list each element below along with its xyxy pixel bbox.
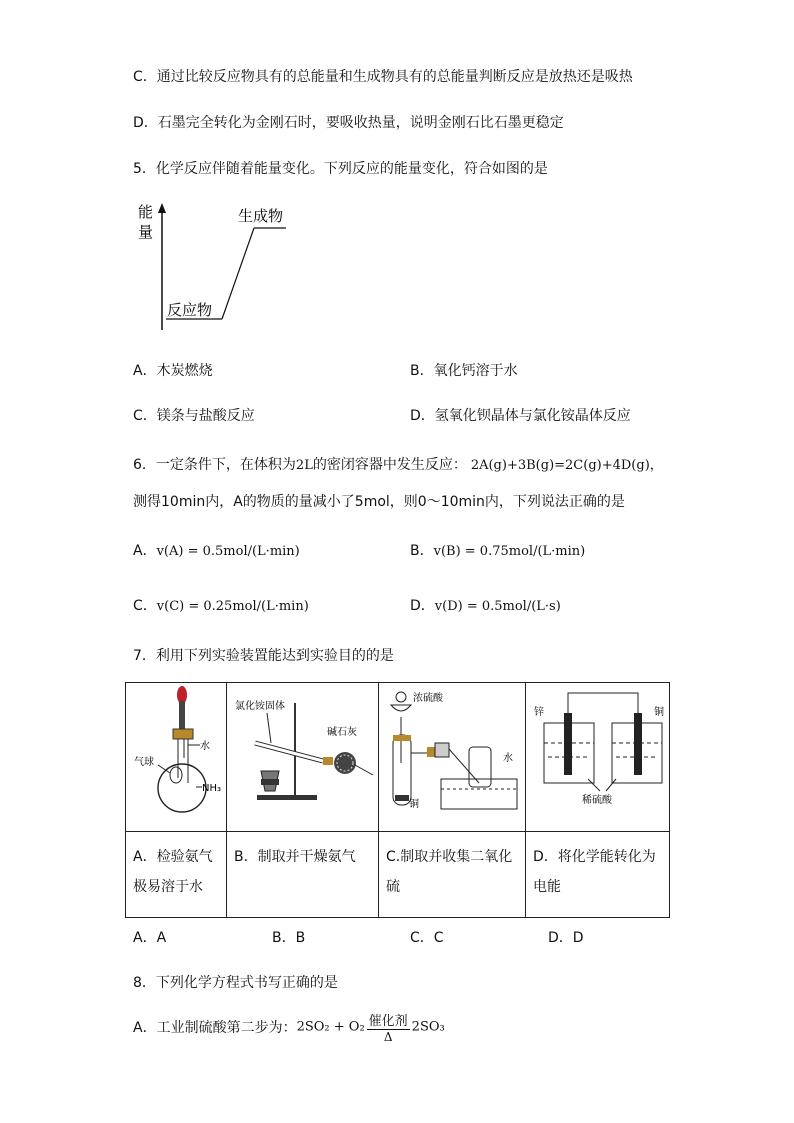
apparatus-d-cell: [526, 683, 670, 832]
equation-rhs: 2SO₃: [411, 1019, 445, 1035]
q5-option-c: C．镁条与盐酸反应: [133, 408, 255, 424]
label-dilute-acid: 稀硫酸: [582, 795, 612, 806]
q5-option-a: A．木炭燃烧: [133, 363, 213, 379]
q5-option-d: D．氢氧化钡晶体与氯化铵晶体反应: [410, 408, 631, 424]
product-label: 生成物: [238, 207, 284, 225]
q6-stem-line2: 测得10min内，A的物质的量减小了5mol，则0～10min内，下列说法正确的是: [133, 494, 625, 510]
apparatus-a-cell: [126, 683, 227, 832]
q5-option-b: B．氧化钙溶于水: [410, 363, 518, 379]
catalyst-label: 催化剂: [367, 1010, 410, 1030]
q7-stem: 7．利用下列实验装置能达到实验目的的是: [133, 648, 394, 664]
label-conc-acid: 浓硫酸: [413, 693, 443, 704]
q7-answer-a: A．A: [133, 930, 167, 946]
q6-option-d: D．v(D) = 0.5mol/(L·s): [410, 598, 561, 614]
y-label-bottom: 量: [138, 223, 154, 241]
q7-answer-c: C．C: [410, 930, 444, 946]
caption-d-cell: [526, 832, 670, 918]
label-nh3: NH₃: [202, 783, 222, 794]
caption-a-cell: [126, 832, 227, 918]
q4-option-d: D．石墨完全转化为金刚石时，要吸收热量，说明金刚石比石墨更稳定: [133, 115, 564, 131]
caption-d: D．将化学能转化为电能: [533, 849, 656, 895]
reactant-label: 反应物: [167, 301, 213, 319]
equation-lhs: 2SO₂ + O₂: [296, 1019, 365, 1035]
label-water: 水: [200, 741, 210, 752]
heat-symbol: Δ: [383, 1030, 393, 1044]
label-balloon: 气球: [134, 757, 154, 768]
label-nh4cl: 氯化铵固体: [235, 701, 285, 712]
caption-b: B．制取并干燥氨气: [234, 849, 356, 865]
apparatus-table: [125, 682, 670, 918]
q8-option-a: A．工业制硫酸第二步为：2SO₂ + O₂ $\frac{\text{催化剂}}{\Delta}$ 2SO₃: [133, 1010, 445, 1044]
label-copper-c: 铜: [409, 799, 419, 810]
fountain-apparatus-image: [126, 683, 226, 831]
label-copper-d: 铜: [654, 707, 664, 718]
energy-diagram: [130, 195, 300, 335]
q7-answer-b: B．B: [272, 930, 306, 946]
so2-prep-image: [379, 683, 525, 831]
q6-option-a: A．v(A) = 0.5mol/(L·min): [133, 543, 300, 559]
q6-option-b: B．v(B) = 0.75mol/(L·min): [410, 543, 586, 559]
q4-option-c: C．通过比较反应物具有的总能量和生成物具有的总能量判断反应是放热还是吸热: [133, 69, 633, 85]
q7-answer-d: D．D: [548, 930, 584, 946]
label-zinc: 锌: [534, 707, 544, 718]
caption-b-cell: [227, 832, 379, 918]
reaction-condition: [367, 1010, 410, 1044]
label-water-c: 水: [503, 753, 513, 764]
q8-stem: 8．下列化学方程式书写正确的是: [133, 975, 338, 991]
q6-equation: 2A(g)+3B(g)=2C(g)+4D(g)，: [470, 458, 663, 473]
q5-stem: 5．化学反应伴随着能量变化。下列反应的能量变化，符合如图的是: [133, 161, 548, 177]
galvanic-cell-image: [526, 683, 669, 831]
caption-a: A．检验氨气极易溶于水: [133, 849, 213, 895]
label-soda-lime: 碱石灰: [327, 727, 357, 738]
apparatus-c-cell: [379, 683, 526, 832]
caption-c-cell: [379, 832, 526, 918]
ammonia-prep-image: [227, 683, 378, 831]
apparatus-b-cell: [227, 683, 379, 832]
y-label-top: 能: [138, 203, 154, 221]
q6-option-c: C．v(C) = 0.25mol/(L·min): [133, 598, 309, 614]
caption-c: C.制取并收集二氧化硫: [386, 849, 513, 895]
q6-stem-line1: 6．一定条件下，在体积为2L的密闭容器中发生反应： 2A(g)+3B(g)=2C(g)+4D(g)，: [133, 457, 663, 473]
